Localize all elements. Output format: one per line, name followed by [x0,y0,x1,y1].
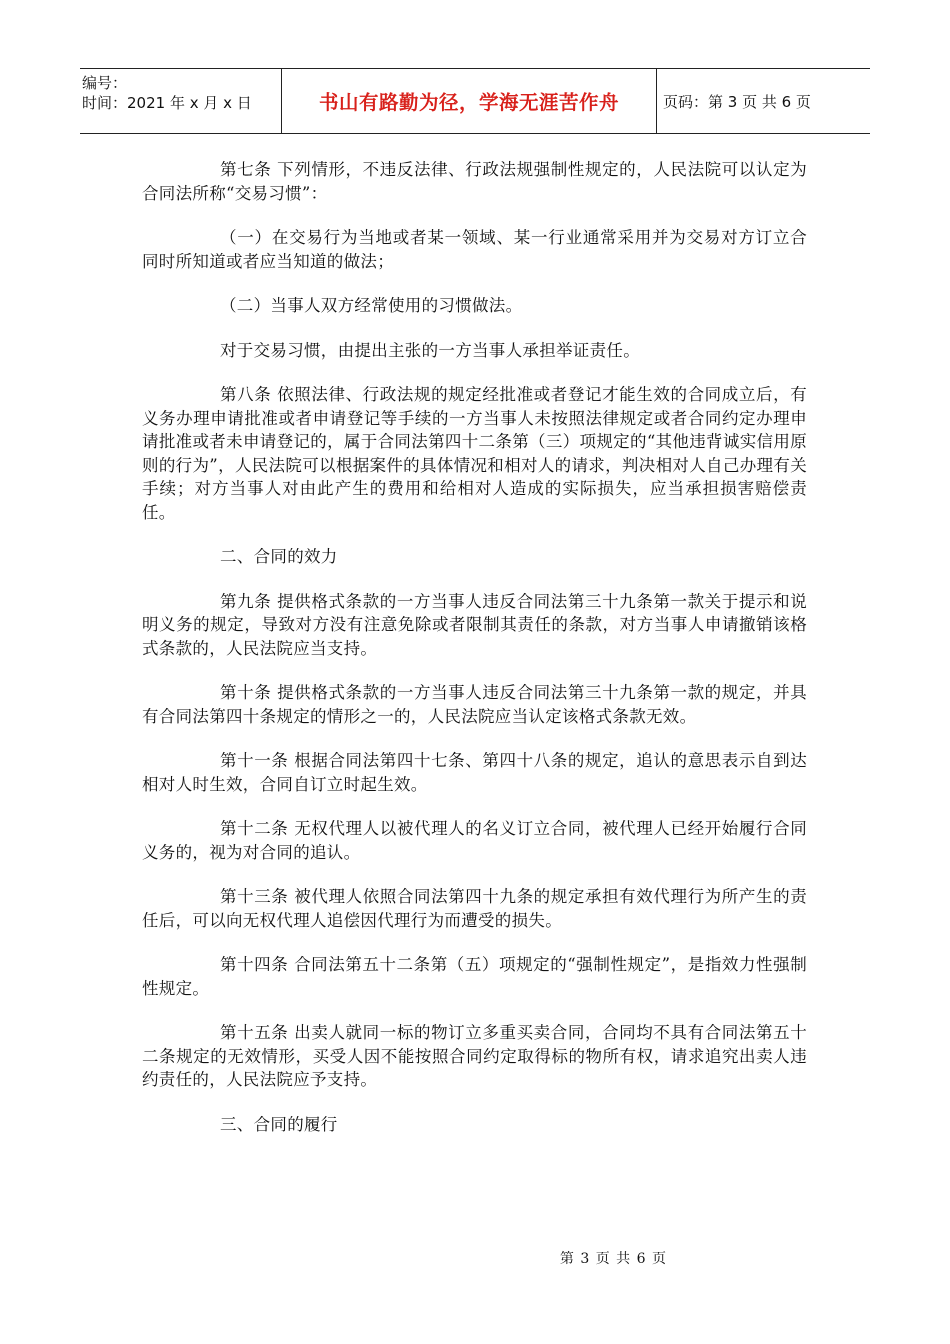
header-motto: 书山有路勤为径，学海无涯苦作舟 [282,69,657,133]
paragraph: 第十一条 根据合同法第四十七条、第四十八条的规定，追认的意思表示自到达相对人时生效，合同自订立时起生效。 [142,751,807,794]
page-footer: 第 3 页 共 6 页 [559,1251,667,1267]
document-number-label: 编号： [82,74,128,92]
paragraph: 对于交易习惯，由提出主张的一方当事人承担举证责任。 [220,340,640,360]
paragraph: 第十三条 被代理人依照合同法第四十九条的规定承担有效代理行为所产生的责任后，可以向无权代理人追偿因代理行为而遭受的损失。 [142,887,807,930]
paragraph: （二）当事人双方经常使用的习惯做法。 [220,296,523,315]
document-body [142,158,807,1157]
header-page-label: 页码：第 3 页 共 6 页 [663,92,811,111]
paragraph: 第十四条 合同法第五十二条第（五）项规定的“强制性规定”，是指效力性强制性规定。 [142,955,807,998]
paragraph: 第八条 依照法律、行政法规的规定经批准或者登记才能生效的合同成立后，有义务办理申请批准或者申请登记等手续的一方当事人未按照法律规定或者合同约定办理申请批准或者未申请登记的，属于合同法第四十二条第（三）项规定的“其他违背诚实信用原则的行为”，人民法院可以根据案件的具体情况和相对人的请求，判决相对人自己办理有关手续；对方当事人对由此产生的费用和给相对人造成的实际损失，应当承担损害赔偿责任。 [142,385,807,522]
section-heading: 二、合同的效力 [220,547,338,566]
paragraph: 第九条 提供格式条款的一方当事人违反合同法第三十九条第一款关于提示和说明义务的规定，导致对方没有注意免除或者限制其责任的条款，对方当事人申请撤销该格式条款的，人民法院应当支持。 [142,591,807,658]
header-meta [80,69,282,133]
paragraph: 第七条 下列情形，不违反法律、行政法规强制性规定的，人民法院可以认定为合同法所称“交易习惯”： [142,160,807,203]
document-date-label: 时间：2021 年 x 月 x 日 [82,94,252,112]
paragraph: 第十五条 出卖人就同一标的物订立多重买卖合同，合同均不具有合同法第五十二条规定的无效情形，买受人因不能按照合同约定取得标的物所有权，请求追究出卖人违约责任的，人民法院应予支持。 [142,1023,807,1089]
page-header [80,68,870,134]
paragraph: （一）在交易行为当地或者某一领域、某一行业通常采用并为交易对方订立合同时所知道或者应当知道的做法； [142,228,807,271]
paragraph: 第十条 提供格式条款的一方当事人违反合同法第三十九条第一款的规定，并具有合同法第四十条规定的情形之一的，人民法院应当认定该格式条款无效。 [142,683,807,726]
paragraph: 第十二条 无权代理人以被代理人的名义订立合同，被代理人已经开始履行合同义务的，视为对合同的追认。 [142,819,807,862]
section-heading: 三、合同的履行 [220,1114,338,1134]
